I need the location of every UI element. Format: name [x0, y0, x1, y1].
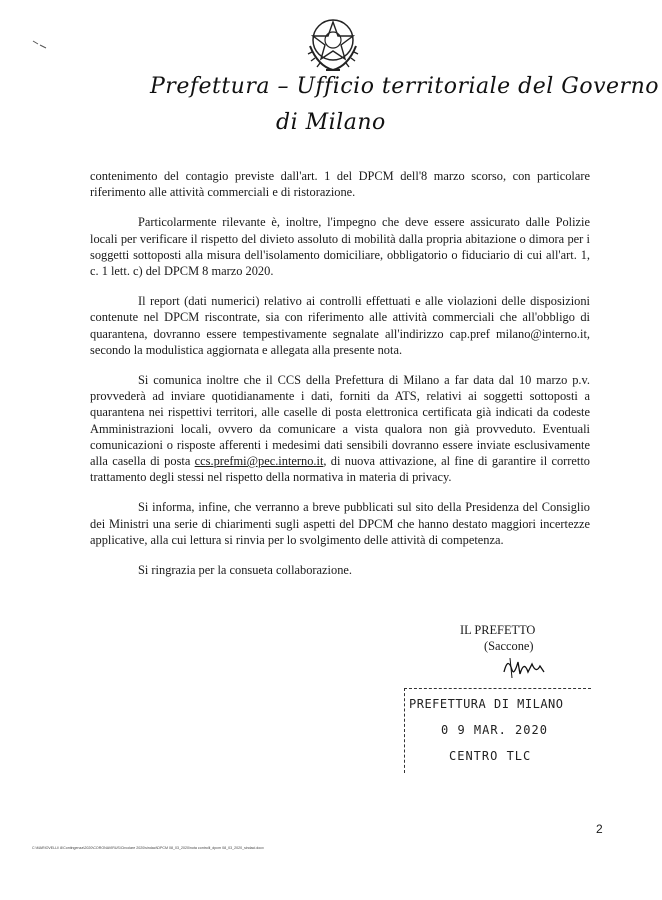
handwritten-signature-icon — [500, 652, 560, 680]
signatory-name: (Saccone) — [484, 639, 534, 653]
scan-artifact-mark — [32, 36, 50, 46]
pec-email-link[interactable]: ccs.prefmi@pec.interno.it — [194, 454, 324, 469]
paragraph-thanks: Si ringrazia per la consueta collaborazione. — [138, 563, 352, 578]
stamp-date: 0 9 MAR. 2020 — [441, 723, 548, 737]
paragraph-local-police: Particolarmente rilevante è, inoltre, l'impegno che deve essere assicurato dalle Polizie locali per verificare il rispetto del divieto assoluto di mobilità dalla propria abitazione o dimora per i soggetti sottoposti alla misura dell'isolamento domiciliare, obbligatorio o fiduciario di cui all'art. 1, c. 1 lett. c) del DPCM 8 marzo 2020. — [90, 215, 590, 279]
reception-stamp — [404, 688, 591, 773]
paragraph-ccs-data-text-a: Si comunica inoltre che il CCS della Prefettura di Milano a far data dal 10 marzo p.v. provvederà ad inviare quotidianamente i dati, forniti da ATS, relativi ai soggetti sottoposti a quarantena nei rispettivi territori, alle caselle di posta elettronica certificata già indicati da codeste Amministrazioni locali, ovvero da comunicare a vista qualora non già provveduto. Eventuali comunicazioni o risposte afferenti i medesimi dati sensibili dovranno essere inviate esclusivamente alla casella di posta — [90, 373, 590, 469]
paragraph-clarifications: Si informa, infine, che verranno a breve pubblicati sul sito della Presidenza del Consiglio dei Ministri una serie di chiarimenti sugli aspetti del DPCM che hanno destato maggiori incertezze applicative, alla cui lettura si rinvia per lo svolgimento delle attività di competenza. — [90, 500, 590, 547]
stamp-department: CENTRO TLC — [449, 749, 532, 763]
letter-body — [90, 168, 590, 592]
italian-republic-emblem-icon — [298, 8, 368, 78]
paragraph-ccs-data-text-b: , di nuova attivazione, al fine di garantire il corretto trattamento degli stessi nel rispetto della normativa in materia di privacy. — [90, 454, 590, 485]
page-number: 2 — [596, 822, 603, 836]
paragraph-ccs-data — [90, 372, 590, 485]
issuer-header-city: di Milano — [276, 110, 386, 135]
signature-block — [460, 622, 600, 654]
issuer-header: Prefettura – Ufficio territoriale del Governo — [150, 74, 659, 99]
signatory-title: IL PREFETTO — [460, 623, 536, 637]
paragraph-containment: contenimento del contagio previste dall'art. 1 del DPCM dell'8 marzo scorso, con particolare riferimento alle attività commerciali e di ristorazione. — [90, 169, 590, 200]
stamp-office: PREFETTURA DI MILANO — [409, 697, 564, 711]
paragraph-report: Il report (dati numerici) relativo ai controlli effettuati e alle violazioni delle disposizioni contenute nel DPCM riscontrate, sia con riferimento alle attività commerciali che all'obbligo di quarantena, dovranno essere tempestivamente segnalate all'indirizzo cap.pref milano@interno.it, secondo la modulistica aggiornata e allegata alla presente nota. — [90, 294, 590, 357]
footer-file-path: C:\MARIOVELLI\ 8\Contingenza\2020\CORONAVIRUS\Circolare 2020\sindaci\DPCM 08_03_2020\nota controlli_dpcm 08_03_2020_sindaci.docx — [32, 846, 264, 850]
